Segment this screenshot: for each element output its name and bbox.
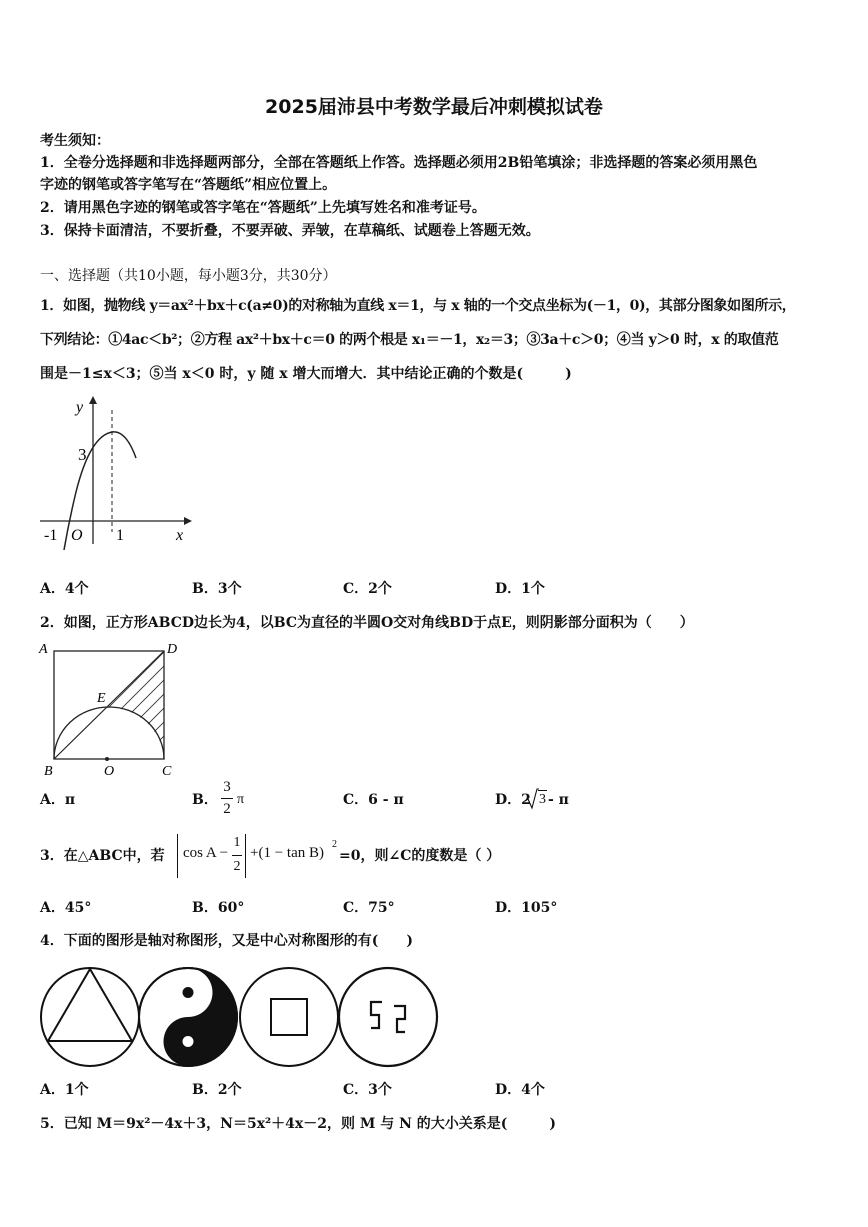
sqrt-icon xyxy=(525,788,539,810)
q1-parabola-figure xyxy=(38,392,198,552)
x-axis-arrow-icon xyxy=(184,517,192,525)
q2-option-d-suffix: - π xyxy=(548,792,569,808)
q3-exponent: 2 xyxy=(332,839,337,850)
q3-option-b[interactable]: B．60° xyxy=(192,900,245,916)
q4-figures xyxy=(38,965,444,1071)
circle-bracket-icon xyxy=(339,968,437,1066)
q3-frac-bar xyxy=(232,855,242,856)
notice-heading: 考生须知： xyxy=(40,133,110,149)
label-b: B xyxy=(44,764,53,779)
notice-item-3: 3．保持卡面清洁，不要折叠，不要弄破、弄皱，在草稿纸、试题卷上答题无效。 xyxy=(40,223,540,239)
label-three: 3 xyxy=(78,445,87,464)
label-o: O xyxy=(104,764,115,779)
abs-bar-left xyxy=(177,834,181,878)
label-a: A xyxy=(39,642,48,657)
q3-option-a[interactable]: A．45° xyxy=(40,900,92,916)
label-d: D xyxy=(167,642,178,657)
frac-numerator: 3 xyxy=(223,779,231,795)
label-neg1: -1 xyxy=(44,527,58,544)
diagonal-bd xyxy=(54,651,164,759)
q4-option-b[interactable]: B．2个 xyxy=(192,1082,242,1098)
q2-option-c[interactable]: C．6 - π xyxy=(343,792,404,808)
q1-line2: 下列结论：①4ac＜b²；②方程 ax²＋bx＋c＝0 的两个根是 x₁＝－1，x₂＝3；③3a＋c＞0；④当 y＞0 时，x 的取值范 xyxy=(40,332,779,348)
notice-item-1: 1．全卷分选择题和非选择题两部分，全部在答题纸上作答。选择题必须用2B铅笔填涂；非选择题的答案必须用黑色 xyxy=(40,155,758,171)
q5-text: 5．已知 M＝9x²－4x＋3，N＝5x²＋4x－2，则 M 与 N 的大小关系是( ) xyxy=(40,1116,557,1132)
q1-line3: 围是－1≤x＜3；⑤当 x＜0 时，y 随 x 增大而增大．其中结论正确的个数是( ) xyxy=(40,366,572,382)
label-c: C xyxy=(162,764,172,779)
label-one: 1 xyxy=(116,527,124,544)
q2-option-b-suffix: π xyxy=(237,792,245,807)
q3-option-c[interactable]: C．75° xyxy=(343,900,395,916)
label-y: y xyxy=(76,399,84,416)
q4-option-c[interactable]: C．3个 xyxy=(343,1082,392,1098)
q2-square-figure xyxy=(36,638,186,780)
notice-item-1-cont: 字迹的钢笔或答字笔写在“答题纸”相应位置上。 xyxy=(40,177,337,193)
label-e: E xyxy=(97,691,106,706)
q3-option-d[interactable]: D．105° xyxy=(495,900,558,916)
q1-option-b[interactable]: B．3个 xyxy=(192,581,242,597)
q3-frac-den: 2 xyxy=(233,859,241,874)
yin-yang-icon xyxy=(139,968,237,1066)
abs-bar-right xyxy=(245,834,249,878)
circle-square-icon xyxy=(240,968,338,1066)
frac-bar xyxy=(221,798,233,799)
notice-item-2: 2．请用黑色字迹的钢笔或答字笔在“答题纸”上先填写姓名和准考证号。 xyxy=(40,200,486,216)
semicircle-o xyxy=(54,707,164,759)
q1-option-a[interactable]: A．4个 xyxy=(40,581,89,597)
label-origin: O xyxy=(71,527,83,544)
section-heading: 一、选择题（共10小题，每小题3分，共30分） xyxy=(40,268,337,284)
q2-option-d[interactable] xyxy=(495,788,595,812)
sqrt-radicand: 3 xyxy=(539,792,546,807)
q1-option-c[interactable]: C．2个 xyxy=(343,581,392,597)
q2-option-d-prefix: D．2 xyxy=(495,792,531,808)
q3-cos: cos A − xyxy=(183,845,229,861)
q3-frac-num: 1 xyxy=(233,835,241,850)
circle-triangle-icon xyxy=(41,968,139,1066)
y-axis-arrow-icon xyxy=(89,396,97,404)
q4-option-d[interactable]: D．4个 xyxy=(495,1082,545,1098)
q1-option-d[interactable]: D．1个 xyxy=(495,581,545,597)
q3-suffix: =0，则∠C的度数是（ ） xyxy=(339,848,501,864)
q4-option-a[interactable]: A．1个 xyxy=(40,1082,89,1098)
label-x: x xyxy=(176,527,184,544)
shaded-region xyxy=(94,628,174,806)
q2-option-a[interactable]: A．π xyxy=(40,792,76,808)
q3-mid: +(1 − tan B) xyxy=(250,845,324,861)
frac-denominator: 2 xyxy=(223,801,231,817)
q1-line1: 1．如图，抛物线 y＝ax²＋bx＋c(a≠0)的对称轴为直线 x＝1，与 x 轴的一个交点坐标为(－1，0)，其部分图象如图所示， xyxy=(40,298,796,314)
q2-text: 2．如图，正方形ABCD边长为4，以BC为直径的半圆O交对角线BD于点E，则阴影部分面积为（ ） xyxy=(40,615,694,631)
q3-prefix: 3．在△ABC中，若 xyxy=(40,848,165,864)
q2-option-b-prefix: B． xyxy=(192,792,218,808)
exam-title: 2025届沛县中考数学最后冲刺模拟试卷 xyxy=(265,96,603,118)
center-o-dot xyxy=(105,757,109,761)
q4-text: 4．下面的图形是轴对称图形，又是中心对称图形的有( ) xyxy=(40,933,413,949)
